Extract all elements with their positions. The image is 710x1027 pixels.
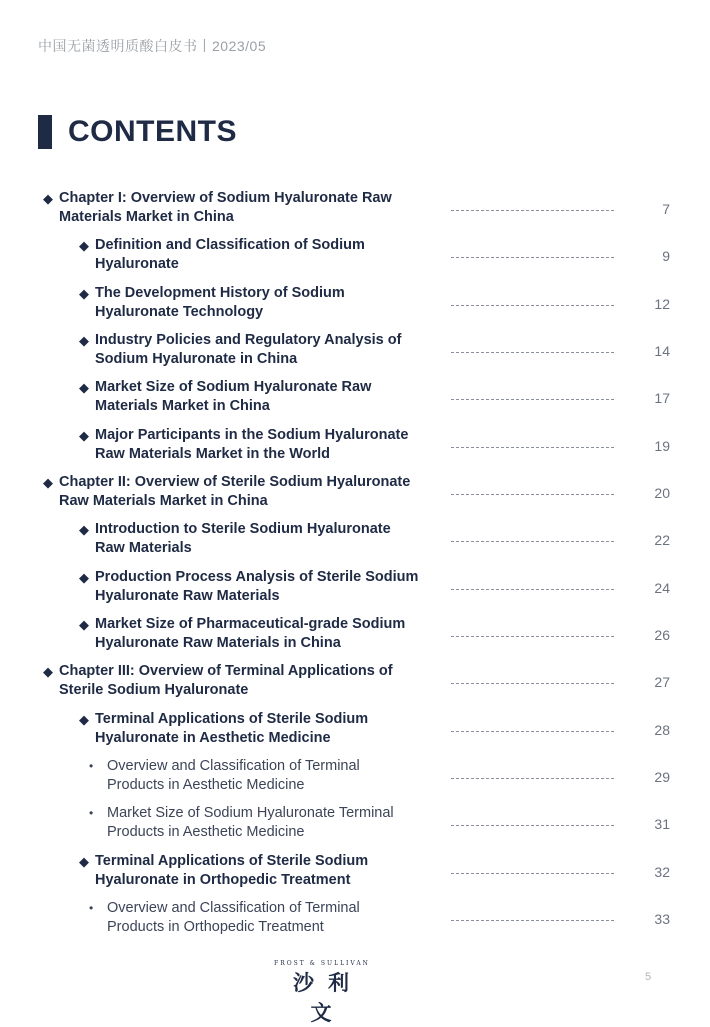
dotted-leader: [451, 541, 614, 542]
toc-entry-title-line: Market Size of Sodium Hyaluronate Terminal: [107, 805, 394, 821]
diamond-bullet-icon: ◆: [43, 475, 53, 490]
frost-sullivan-logo: [272, 960, 372, 1027]
toc-page-number: 12: [654, 296, 670, 312]
toc-entry-title: [107, 757, 360, 795]
dotted-leader: [451, 447, 614, 448]
toc-page-number: 20: [654, 485, 670, 501]
toc-entry-title: [95, 284, 345, 322]
diamond-bullet-icon: ◆: [79, 712, 89, 727]
toc-entry-title-line: Hyaluronate Raw Materials in China: [95, 635, 341, 651]
diamond-bullet-icon: ◆: [79, 522, 89, 537]
toc-entry-title: [95, 520, 391, 558]
toc-entry-title-line: Hyaluronate Technology: [95, 304, 264, 320]
toc-entry-title: [95, 236, 365, 274]
diamond-bullet-icon: ◆: [79, 617, 89, 632]
toc-entry-title: [95, 710, 368, 748]
toc-entry-title-line: Market Size of Sodium Hyaluronate Raw: [95, 379, 372, 395]
bullet-icon: •: [89, 806, 94, 820]
bullet-icon: •: [89, 759, 94, 773]
dotted-leader: [451, 636, 614, 637]
toc-entry-title-line: Sodium Hyaluronate in China: [95, 351, 298, 367]
dotted-leader: [451, 825, 614, 826]
toc-entry-title-line: Products in Orthopedic Treatment: [107, 919, 324, 935]
diamond-bullet-icon: ◆: [43, 191, 53, 206]
toc-entry-title: [59, 662, 393, 700]
toc-entry-title-line: Products in Aesthetic Medicine: [107, 824, 305, 840]
toc-entry-title-line: Major Participants in the Sodium Hyaluronate: [95, 427, 409, 443]
dotted-leader: [451, 778, 614, 779]
dotted-leader: [451, 305, 614, 306]
toc-entry-title-line: Products in Aesthetic Medicine: [107, 777, 305, 793]
toc-entry-title-line: The Development History of Sodium: [95, 285, 345, 301]
toc-page-number: 27: [654, 674, 670, 690]
toc-entry-title-line: Introduction to Sterile Sodium Hyaluronate: [95, 521, 391, 537]
toc-entry-title: [95, 331, 401, 369]
toc-page-number: 24: [654, 580, 670, 596]
diamond-bullet-icon: ◆: [43, 664, 53, 679]
logo-chinese-text: 沙利文: [293, 970, 363, 1025]
toc-page-number: 33: [654, 911, 670, 927]
toc-entry-title: [95, 615, 405, 653]
toc-entry-title-line: Hyaluronate in Aesthetic Medicine: [95, 730, 331, 746]
toc-page-number: 32: [654, 864, 670, 880]
dotted-leader: [451, 873, 614, 874]
diamond-bullet-icon: ◆: [79, 854, 89, 869]
dotted-leader: [451, 589, 614, 590]
toc-entry-title-line: Terminal Applications of Sterile Sodium: [95, 711, 369, 727]
toc-entry-title: [95, 426, 408, 464]
toc-entry-title-line: Hyaluronate Raw Materials: [95, 588, 280, 604]
dotted-leader: [451, 257, 614, 258]
toc-page-number: 28: [654, 722, 670, 738]
toc-entry-title-line: Hyaluronate: [95, 256, 179, 272]
contents-title: CONTENTS: [68, 115, 237, 148]
toc-page-number: 9: [662, 248, 670, 264]
toc-page-number: 14: [654, 343, 670, 359]
toc-page-number: 7: [662, 201, 670, 217]
dotted-leader: [451, 683, 614, 684]
toc-entry-title-line: Overview and Classification of Terminal: [107, 900, 360, 916]
toc-entry-title-line: Chapter III: Overview of Terminal Applications of: [59, 663, 393, 679]
toc-entry-title: [95, 568, 418, 606]
toc-page-number: 22: [654, 532, 670, 548]
toc-entry-title-line: Production Process Analysis of Sterile Sodium: [95, 569, 419, 585]
dotted-leader: [451, 494, 614, 495]
toc-entry-title-line: Raw Materials Market in the World: [95, 446, 331, 462]
toc-entry-title: [107, 804, 394, 842]
toc-entry-title: [107, 899, 360, 937]
dotted-leader: [451, 920, 614, 921]
bullet-icon: •: [89, 901, 94, 915]
toc-entry-title-line: Terminal Applications of Sterile Sodium: [95, 853, 369, 869]
toc-entry-title-line: Materials Market in China: [95, 398, 270, 414]
toc-entry-title-line: Definition and Classification of Sodium: [95, 237, 365, 253]
diamond-bullet-icon: ◆: [79, 428, 89, 443]
toc-entry-title: [95, 378, 371, 416]
toc-page-number: 26: [654, 627, 670, 643]
toc-entry-title: [59, 189, 392, 227]
toc-page-number: 29: [654, 769, 670, 785]
dotted-leader: [451, 399, 614, 400]
diamond-bullet-icon: ◆: [79, 380, 89, 395]
toc-entry-title-line: Hyaluronate in Orthopedic Treatment: [95, 872, 351, 888]
dotted-leader: [451, 210, 614, 211]
toc-entry-title-line: Overview and Classification of Terminal: [107, 758, 360, 774]
logo-english-text: FROST & SULLIVAN: [274, 960, 370, 967]
page-number: 5: [645, 971, 652, 983]
toc-entry-title-line: Chapter I: Overview of Sodium Hyaluronate Raw: [59, 190, 392, 206]
toc-entry-title: [95, 852, 368, 890]
document-header: 中国无菌透明质酸白皮书丨2023/05: [38, 38, 267, 54]
diamond-bullet-icon: ◆: [79, 333, 89, 348]
toc-page-number: 31: [654, 816, 670, 832]
toc-page-number: 17: [654, 390, 670, 406]
dotted-leader: [451, 731, 614, 732]
toc-entry-title-line: Sterile Sodium Hyaluronate: [59, 682, 249, 698]
dotted-leader: [451, 352, 614, 353]
toc-entry-title-line: Industry Policies and Regulatory Analysis of: [95, 332, 402, 348]
toc-entry-title-line: Raw Materials: [95, 540, 192, 556]
toc-page-number: 19: [654, 438, 670, 454]
toc-entry-title-line: Chapter II: Overview of Sterile Sodium Hyaluronate: [59, 474, 411, 490]
diamond-bullet-icon: ◆: [79, 286, 89, 301]
diamond-bullet-icon: ◆: [79, 570, 89, 585]
toc-entry-title: [59, 473, 410, 511]
toc-entry-title-line: Materials Market in China: [59, 209, 234, 225]
toc-entry-title-line: Raw Materials Market in China: [59, 493, 268, 509]
diamond-bullet-icon: ◆: [79, 238, 89, 253]
toc-entry-title-line: Market Size of Pharmaceutical-grade Sodium: [95, 616, 406, 632]
